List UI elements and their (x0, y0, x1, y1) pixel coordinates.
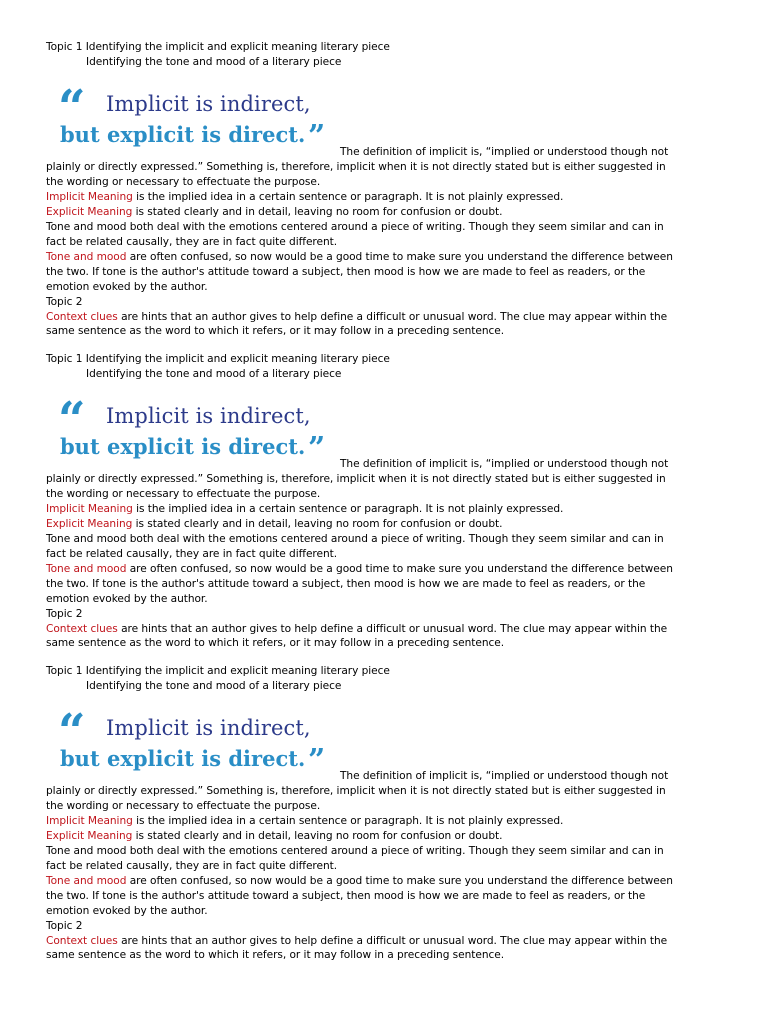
tonemood-paragraph: emotion evoked by the author. (46, 281, 208, 293)
tonemood-term: Tone and mood (46, 875, 127, 887)
topic2-heading: Topic 2 (46, 920, 83, 932)
context-paragraph (46, 310, 667, 325)
explicit-term: Explicit Meaning (46, 206, 133, 218)
quote-line-1: Implicit is indirect, (106, 404, 311, 428)
definition-text: The definition of implicit is, “implied or understood though not (340, 458, 669, 470)
open-quote-icon: “ (58, 80, 86, 136)
quote-line-2: but explicit is direct. (60, 434, 306, 459)
definition-text: the wording or necessary to effectuate the purpose. (46, 800, 321, 812)
explicit-paragraph (46, 829, 502, 844)
tonemood-paragraph (46, 562, 673, 577)
definition-text: plainly or directly expressed.” Something is, therefore, implicit when it is not directly stated but is either suggested in (46, 785, 666, 797)
topic1-subheading: Identifying the tone and mood of a literary piece (86, 680, 342, 692)
explicit-text: is stated clearly and in detail, leaving no room for confusion or doubt. (132, 830, 503, 842)
context-paragraph (46, 622, 667, 637)
context-term: Context clues (46, 935, 118, 947)
tone-paragraph: fact be related causally, they are in fact quite different. (46, 860, 338, 872)
explicit-paragraph (46, 517, 502, 532)
topic2-heading: Topic 2 (46, 296, 83, 308)
context-term: Context clues (46, 623, 118, 635)
definition-text: the wording or necessary to effectuate the purpose. (46, 176, 321, 188)
context-text: are hints that an author gives to help define a difficult or unusual word. The clue may appear within the (117, 311, 668, 323)
open-quote-icon: “ (58, 704, 86, 760)
quote-image (58, 80, 348, 160)
topic1-heading: Topic 1 Identifying the implicit and explicit meaning literary piece (46, 41, 390, 53)
content-block-2 (0, 352, 768, 664)
close-quote-icon: ” (308, 743, 326, 778)
tonemood-paragraph: emotion evoked by the author. (46, 593, 208, 605)
content-block-1 (0, 40, 768, 352)
definition-text: The definition of implicit is, “implied or understood though not (340, 770, 669, 782)
quote-line-2: but explicit is direct. (60, 122, 306, 147)
definition-text: The definition of implicit is, “implied or understood though not (340, 146, 669, 158)
tone-paragraph: Tone and mood both deal with the emotions centered around a piece of writing. Though they seem similar and can in (46, 533, 664, 545)
content-block-3 (0, 664, 768, 976)
implicit-paragraph (46, 190, 563, 205)
tonemood-text: are often confused, so now would be a good time to make sure you understand the difference between (126, 563, 673, 575)
tonemood-paragraph: the two. If tone is the author's attitude toward a subject, then mood is how we are made to feel as readers, or the (46, 578, 646, 590)
definition-text: plainly or directly expressed.” Something is, therefore, implicit when it is not directly stated but is either suggested in (46, 161, 666, 173)
topic1-heading: Topic 1 Identifying the implicit and explicit meaning literary piece (46, 353, 390, 365)
topic1-heading: Topic 1 Identifying the implicit and explicit meaning literary piece (46, 665, 390, 677)
tonemood-paragraph: the two. If tone is the author's attitude toward a subject, then mood is how we are made to feel as readers, or the (46, 266, 646, 278)
context-term: Context clues (46, 311, 118, 323)
tonemood-paragraph (46, 874, 673, 889)
context-paragraph: same sentence as the word to which it refers, or it may follow in a preceding sentence. (46, 637, 505, 649)
topic1-subheading: Identifying the tone and mood of a literary piece (86, 368, 342, 380)
close-quote-icon: ” (308, 119, 326, 154)
implicit-term: Implicit Meaning (46, 191, 133, 203)
explicit-text: is stated clearly and in detail, leaving no room for confusion or doubt. (132, 206, 503, 218)
tonemood-term: Tone and mood (46, 251, 127, 263)
open-quote-icon: “ (58, 392, 86, 448)
implicit-paragraph (46, 814, 563, 829)
explicit-text: is stated clearly and in detail, leaving no room for confusion or doubt. (132, 518, 503, 530)
implicit-text: is the implied idea in a certain sentence or paragraph. It is not plainly expressed. (132, 191, 564, 203)
topic1-subheading: Identifying the tone and mood of a literary piece (86, 56, 342, 68)
context-paragraph: same sentence as the word to which it refers, or it may follow in a preceding sentence. (46, 325, 505, 337)
implicit-term: Implicit Meaning (46, 503, 133, 515)
close-quote-icon: ” (308, 431, 326, 466)
tone-paragraph: fact be related causally, they are in fact quite different. (46, 236, 338, 248)
quote-line-1: Implicit is indirect, (106, 92, 311, 116)
implicit-paragraph (46, 502, 563, 517)
tonemood-term: Tone and mood (46, 563, 127, 575)
implicit-term: Implicit Meaning (46, 815, 133, 827)
quote-image (58, 392, 348, 472)
context-paragraph: same sentence as the word to which it refers, or it may follow in a preceding sentence. (46, 949, 505, 961)
context-paragraph (46, 934, 667, 949)
tone-paragraph: Tone and mood both deal with the emotions centered around a piece of writing. Though they seem similar and can in (46, 845, 664, 857)
explicit-paragraph (46, 205, 502, 220)
tonemood-paragraph: the two. If tone is the author's attitude toward a subject, then mood is how we are made to feel as readers, or the (46, 890, 646, 902)
topic2-heading: Topic 2 (46, 608, 83, 620)
tonemood-text: are often confused, so now would be a good time to make sure you understand the difference between (126, 875, 673, 887)
quote-line-1: Implicit is indirect, (106, 716, 311, 740)
explicit-term: Explicit Meaning (46, 518, 133, 530)
tonemood-paragraph (46, 250, 673, 265)
tone-paragraph: fact be related causally, they are in fact quite different. (46, 548, 338, 560)
explicit-term: Explicit Meaning (46, 830, 133, 842)
quote-line-2: but explicit is direct. (60, 746, 306, 771)
tonemood-text: are often confused, so now would be a good time to make sure you understand the difference between (126, 251, 673, 263)
implicit-text: is the implied idea in a certain sentence or paragraph. It is not plainly expressed. (132, 815, 564, 827)
context-text: are hints that an author gives to help define a difficult or unusual word. The clue may appear within the (117, 935, 668, 947)
tonemood-paragraph: emotion evoked by the author. (46, 905, 208, 917)
implicit-text: is the implied idea in a certain sentence or paragraph. It is not plainly expressed. (132, 503, 564, 515)
definition-text: plainly or directly expressed.” Something is, therefore, implicit when it is not directly stated but is either suggested in (46, 473, 666, 485)
context-text: are hints that an author gives to help define a difficult or unusual word. The clue may appear within the (117, 623, 668, 635)
tone-paragraph: Tone and mood both deal with the emotions centered around a piece of writing. Though they seem similar and can in (46, 221, 664, 233)
definition-text: the wording or necessary to effectuate the purpose. (46, 488, 321, 500)
quote-image (58, 704, 348, 784)
